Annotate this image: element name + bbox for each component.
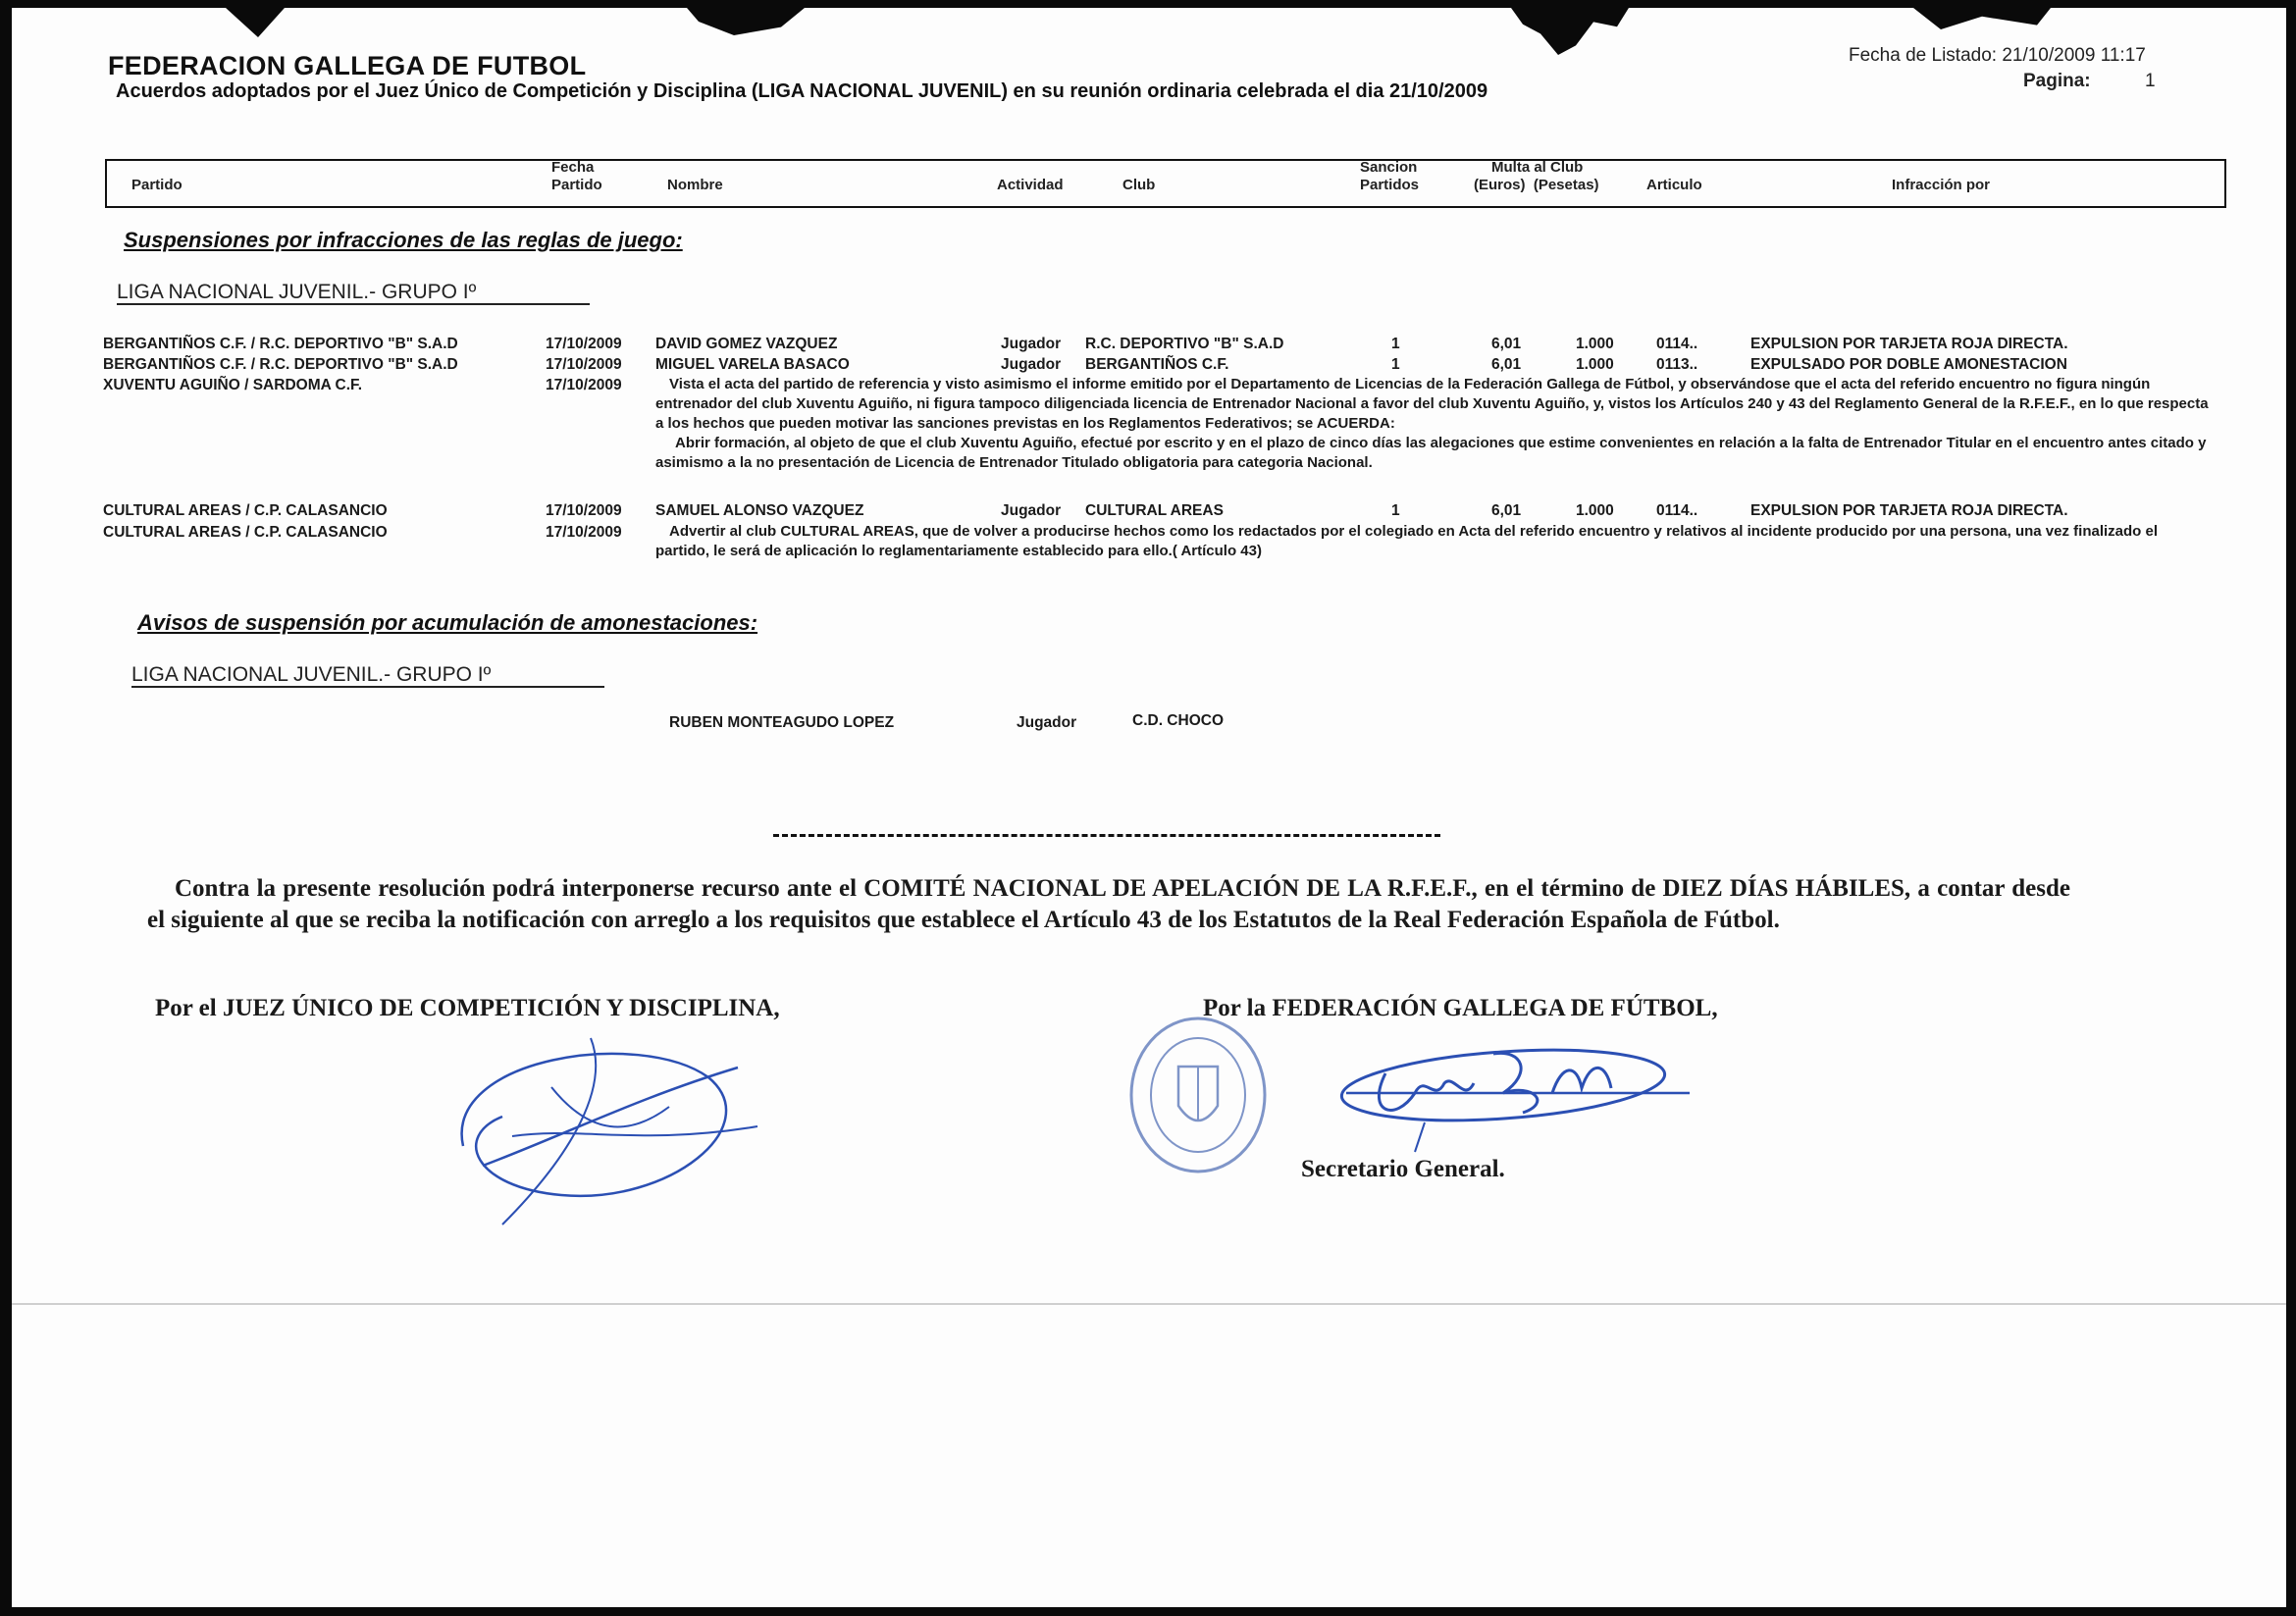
page-fold-line <box>12 1303 2286 1305</box>
right-signature-label: Por la FEDERACIÓN GALLEGA DE FÚTBOL, <box>1203 995 1718 1021</box>
left-signature-image <box>444 1018 777 1244</box>
row4-pesetas: 1.000 <box>1576 502 1614 519</box>
row1-fecha: 17/10/2009 <box>546 336 622 352</box>
legal-paragraph <box>147 873 2070 936</box>
row2-infraccion: EXPULSADO POR DOBLE AMONESTACION <box>1750 356 2067 373</box>
col-actividad: Actividad <box>997 177 1064 193</box>
row2-actividad: Jugador <box>1001 356 1062 373</box>
warnings-title: Avisos de suspensión por acumulación de amonestaciones: <box>137 610 758 635</box>
note-xuventu-2: Abrir formación, al objeto de que el club Xuventu Aguiño, efectué por escrito y en el plazo de cinco días las alegaciones que estime convenientes en relación a la falta de Entrenador Titular en el encuentro antes citado y asimismo a la no presentación de Licencia de Entrenador Titulado obligatoria para categoria Nacional. <box>655 435 2207 471</box>
col-partido: Partido <box>131 177 183 193</box>
row4-articulo: 0114.. <box>1656 502 1698 519</box>
warning-nombre: RUBEN MONTEAGUDO LOPEZ <box>669 714 895 731</box>
row1-infraccion: EXPULSION POR TARJETA ROJA DIRECTA. <box>1750 336 2068 352</box>
listing-date-value: 21/10/2009 11:17 <box>2002 45 2146 66</box>
org-title: FEDERACION GALLEGA DE FUTBOL <box>108 51 587 80</box>
row1-nombre: DAVID GOMEZ VAZQUEZ <box>655 336 838 352</box>
row1-pesetas: 1.000 <box>1576 336 1614 352</box>
separator-dashes <box>773 834 1440 837</box>
col-sancion-2: Partidos <box>1360 177 1420 193</box>
row2-partido: BERGANTIÑOS C.F. / R.C. DEPORTIVO "B" S.A.D <box>103 356 458 373</box>
col-sancion-1: Sancion <box>1360 159 1418 176</box>
row1-club: R.C. DEPORTIVO "B" S.A.D <box>1085 336 1284 352</box>
row4-partidos: 1 <box>1391 502 1400 519</box>
suspensions-group: LIGA NACIONAL JUVENIL.- GRUPO Iº <box>117 281 477 303</box>
row2-pesetas: 1.000 <box>1576 356 1614 373</box>
group-underline <box>131 686 604 688</box>
note-xuventu-1: Vista el acta del partido de referencia y visto asimismo el informe emitido por el Departamento de Licencias de la Federación Gallega de Fútbol, y observándose que el acta del referido encuentro no figura ningún entrenador del club Xuventu Aguiño, ni figura tampoco diligenciada licencia de Entrenador Nacional a favor del club Xuventu Aguiño, y, vistos los Artículos 240 y 43 del Reglamento General de la R.F.E.F., en lo que respecta a los hechos que pueden motivar las sanciones previstas en los Reglamentos Federativos; se ACUERDA: <box>655 376 2209 432</box>
col-fecha-1: Fecha <box>551 159 595 176</box>
row4-partido: CULTURAL AREAS / C.P. CALASANCIO <box>103 502 388 519</box>
right-signature-image <box>1327 1034 1699 1156</box>
row4-euros: 6,01 <box>1491 502 1522 519</box>
secretary-label: Secretario General. <box>1301 1156 1505 1182</box>
row2-articulo: 0113.. <box>1656 356 1698 373</box>
listing-date <box>1849 45 2146 67</box>
row3-fecha: 17/10/2009 <box>546 377 622 393</box>
col-club: Club <box>1122 177 1156 193</box>
row5-partido: CULTURAL AREAS / C.P. CALASANCIO <box>103 524 388 541</box>
row2-fecha: 17/10/2009 <box>546 356 622 373</box>
row1-partido: BERGANTIÑOS C.F. / R.C. DEPORTIVO "B" S.A.D <box>103 336 458 352</box>
document-subtitle: Acuerdos adoptados por el Juez Único de Competición y Disciplina (LIGA NACIONAL JUVENIL) en su reunión ordinaria celebrada el dia 21/10/2009 <box>116 80 1488 102</box>
page-number: 1 <box>2145 71 2156 91</box>
warning-actividad: Jugador <box>1017 714 1077 731</box>
col-multa-2: (Euros) (Pesetas) <box>1474 177 1599 193</box>
row2-euros: 6,01 <box>1491 356 1522 373</box>
col-infraccion: Infracción por <box>1892 177 1991 193</box>
row5-fecha: 17/10/2009 <box>546 524 622 541</box>
row2-nombre: MIGUEL VARELA BASACO <box>655 356 850 373</box>
row1-actividad: Jugador <box>1001 336 1062 352</box>
row1-euros: 6,01 <box>1491 336 1522 352</box>
col-fecha-2: Partido <box>551 177 602 193</box>
row4-fecha: 17/10/2009 <box>546 502 622 519</box>
row2-partidos: 1 <box>1391 356 1400 373</box>
page-label: Pagina: <box>2023 71 2091 91</box>
note-cultural: Advertir al club CULTURAL AREAS, que de volver a producirse hechos como los redactados por el colegiado en Acta del referido encuentro y relativos al incidente producido por una persona, una vez finalizado el partido, le será de aplicación lo reglamentariamente establecido para ello.( Artículo 43) <box>655 523 2158 559</box>
suspensions-title: Suspensiones por infracciones de las reglas de juego: <box>124 228 683 252</box>
left-signature-label: Por el JUEZ ÚNICO DE COMPETICIÓN Y DISCIPLINA, <box>155 995 780 1021</box>
row1-partidos: 1 <box>1391 336 1400 352</box>
col-nombre: Nombre <box>667 177 723 193</box>
row3-partido: XUVENTU AGUIÑO / SARDOMA C.F. <box>103 377 363 393</box>
row4-actividad: Jugador <box>1001 502 1062 519</box>
col-multa-1: Multa al Club <box>1491 159 1584 176</box>
listing-date-label: Fecha de Listado: <box>1849 45 1998 66</box>
row2-club: BERGANTIÑOS C.F. <box>1085 356 1229 373</box>
row4-nombre: SAMUEL ALONSO VAZQUEZ <box>655 502 864 519</box>
warning-club: C.D. CHOCO <box>1132 712 1224 729</box>
row1-articulo: 0114.. <box>1656 336 1698 352</box>
col-articulo: Articulo <box>1646 177 1702 193</box>
warnings-group: LIGA NACIONAL JUVENIL.- GRUPO Iº <box>131 663 492 686</box>
document-page <box>12 8 2286 1607</box>
row4-infraccion: EXPULSION POR TARJETA ROJA DIRECTA. <box>1750 502 2068 519</box>
group-underline <box>117 303 590 305</box>
row4-club: CULTURAL AREAS <box>1085 502 1224 519</box>
federation-stamp <box>1124 1013 1272 1177</box>
legal-text: Contra la presente resolución podrá interponerse recurso ante el COMITÉ NACIONAL DE APELACIÓN DE LA R.F.E.F., en el término de DIEZ DÍAS HÁBILES, a contar desde el siguiente al que se reciba la notificación con arreglo a los requisitos que establece el Artículo 43 de los Estatutos de la Real Federación Española de Fútbol. <box>147 875 2070 933</box>
